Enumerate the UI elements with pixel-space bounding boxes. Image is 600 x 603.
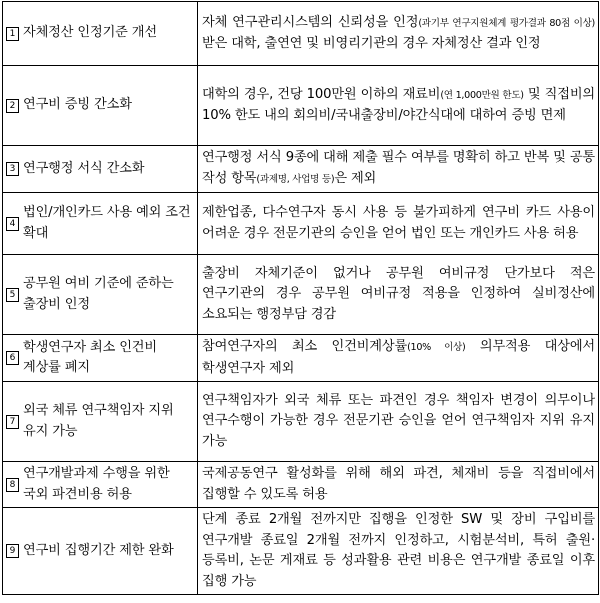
item-title: 연구행정 서식 간소화 <box>23 160 145 176</box>
item-description-cell <box>198 66 599 146</box>
description-text: 받은 대학, 출연연 및 비영리기관의 경우 자체정산 결과 인정 <box>202 36 541 51</box>
item-number-box: 7 <box>6 415 19 429</box>
item-description-cell <box>198 193 599 255</box>
item-title: 연구비 집행기간 제한 완화 <box>23 542 174 558</box>
item-description-cell <box>198 146 599 193</box>
item-title: 학생연구자 최소 인건비 계상률 폐지 <box>23 339 157 375</box>
item-number-box: 4 <box>6 217 19 231</box>
description-text: 연구행정 서식 9종에 대해 제출 필수 여부를 명확히 하고 반복 및 공통 작성 항목 <box>202 150 595 186</box>
table-row <box>3 462 599 508</box>
item-number-box: 6 <box>6 351 19 365</box>
item-number-box: 2 <box>6 99 19 113</box>
item-description-cell <box>198 382 599 462</box>
item-description-cell <box>198 2 599 66</box>
description-text: 의무적용 대상에서 학생연구자 제외 <box>202 339 595 376</box>
reform-table <box>2 1 599 595</box>
item-number-box: 3 <box>6 162 19 176</box>
item-title: 공무원 여비 기준에 준하는 출장비 인정 <box>23 276 174 312</box>
item-title-cell <box>3 382 198 462</box>
table-row <box>3 146 599 193</box>
description-note: (10% 이상) <box>407 342 466 353</box>
table-row <box>3 255 599 335</box>
table-row <box>3 193 599 255</box>
table-row <box>3 66 599 146</box>
description-text: 및 직접비의 10% 한도 내의 회의비/국내출장비/야간식대에 대하여 증빙 면제 <box>202 86 595 123</box>
item-number-box: 8 <box>6 478 19 492</box>
description-note: (과기부 연구지원체계 평가결과 80점 이상) <box>418 17 595 29</box>
table-row <box>3 508 599 595</box>
item-number-box: 1 <box>6 27 19 41</box>
item-number-box: 5 <box>6 288 19 302</box>
description-text: 연구책임자가 외국 체류 또는 파견인 경우 책임자 변경이 의무이나 연구수행이 가능한 경우 전문기관 승인을 얻어 연구책임자 지위 유지 가능 <box>202 392 595 449</box>
table-row <box>3 335 599 382</box>
item-title-cell <box>3 462 198 508</box>
description-note: (과제명, 사업명 등) <box>256 173 335 185</box>
description-text: 국제공동연구 활성화를 위해 해외 파견, 체재비 등을 직접비에서 집행할 수 있도록 허용 <box>202 466 595 502</box>
table-row <box>3 2 599 66</box>
description-text: 자체 연구관리시스템의 신뢰성을 인정 <box>202 14 419 30</box>
item-title: 연구비 증빙 간소화 <box>23 97 132 113</box>
item-title: 법인/개인카드 사용 예외 조건 확대 <box>23 205 191 241</box>
description-text: 출장비 자체기준이 없거나 공무원 여비규정 단가보다 적은 연구기관의 경우 공무원 여비규정 적용을 인정하여 실비정산에 소요되는 행정부담 경감 <box>202 265 595 322</box>
item-title-cell <box>3 335 198 382</box>
item-description-cell <box>198 462 599 508</box>
description-text: 단계 종료 2개월 전까지만 집행을 인정한 SW 및 장비 구입비를 연구개발 종료일 2개월 전까지 인정하고, 시험분석비, 특허 출원·등록비, 논문 게재료 등 성과활용 관련 비용은 연구개발 종료일 이후 집행 가능 <box>202 512 595 589</box>
item-title-cell <box>3 146 198 193</box>
item-title: 외국 체류 연구책임자 지위 유지 가능 <box>23 403 174 439</box>
description-text: 대학의 경우, 건당 100만원 이하의 재료비 <box>202 86 441 102</box>
item-description-cell <box>198 255 599 335</box>
table-row <box>3 382 599 462</box>
item-title: 연구개발과제 수행을 위한 국외 파견비용 허용 <box>23 466 170 502</box>
description-text: 은 제외 <box>334 170 377 186</box>
item-title-cell <box>3 508 198 595</box>
description-text: 제한업종, 다수연구자 동시 사용 등 불가피하게 연구비 카드 사용이 어려운 경우 전문기관의 승인을 얻어 법인 또는 개인카드 사용 허용 <box>202 205 595 241</box>
item-title-cell <box>3 255 198 335</box>
item-number-box: 9 <box>6 544 19 558</box>
item-title-cell <box>3 193 198 255</box>
item-title-cell <box>3 66 198 146</box>
description-text: 참여연구자의 최소 인건비계상률 <box>202 339 408 354</box>
item-title: 자체정산 인정기준 개선 <box>23 25 157 41</box>
item-description-cell <box>198 335 599 382</box>
item-title-cell <box>3 2 198 66</box>
item-description-cell <box>198 508 599 595</box>
description-note: (연 1,000만원 한도) <box>440 89 524 101</box>
